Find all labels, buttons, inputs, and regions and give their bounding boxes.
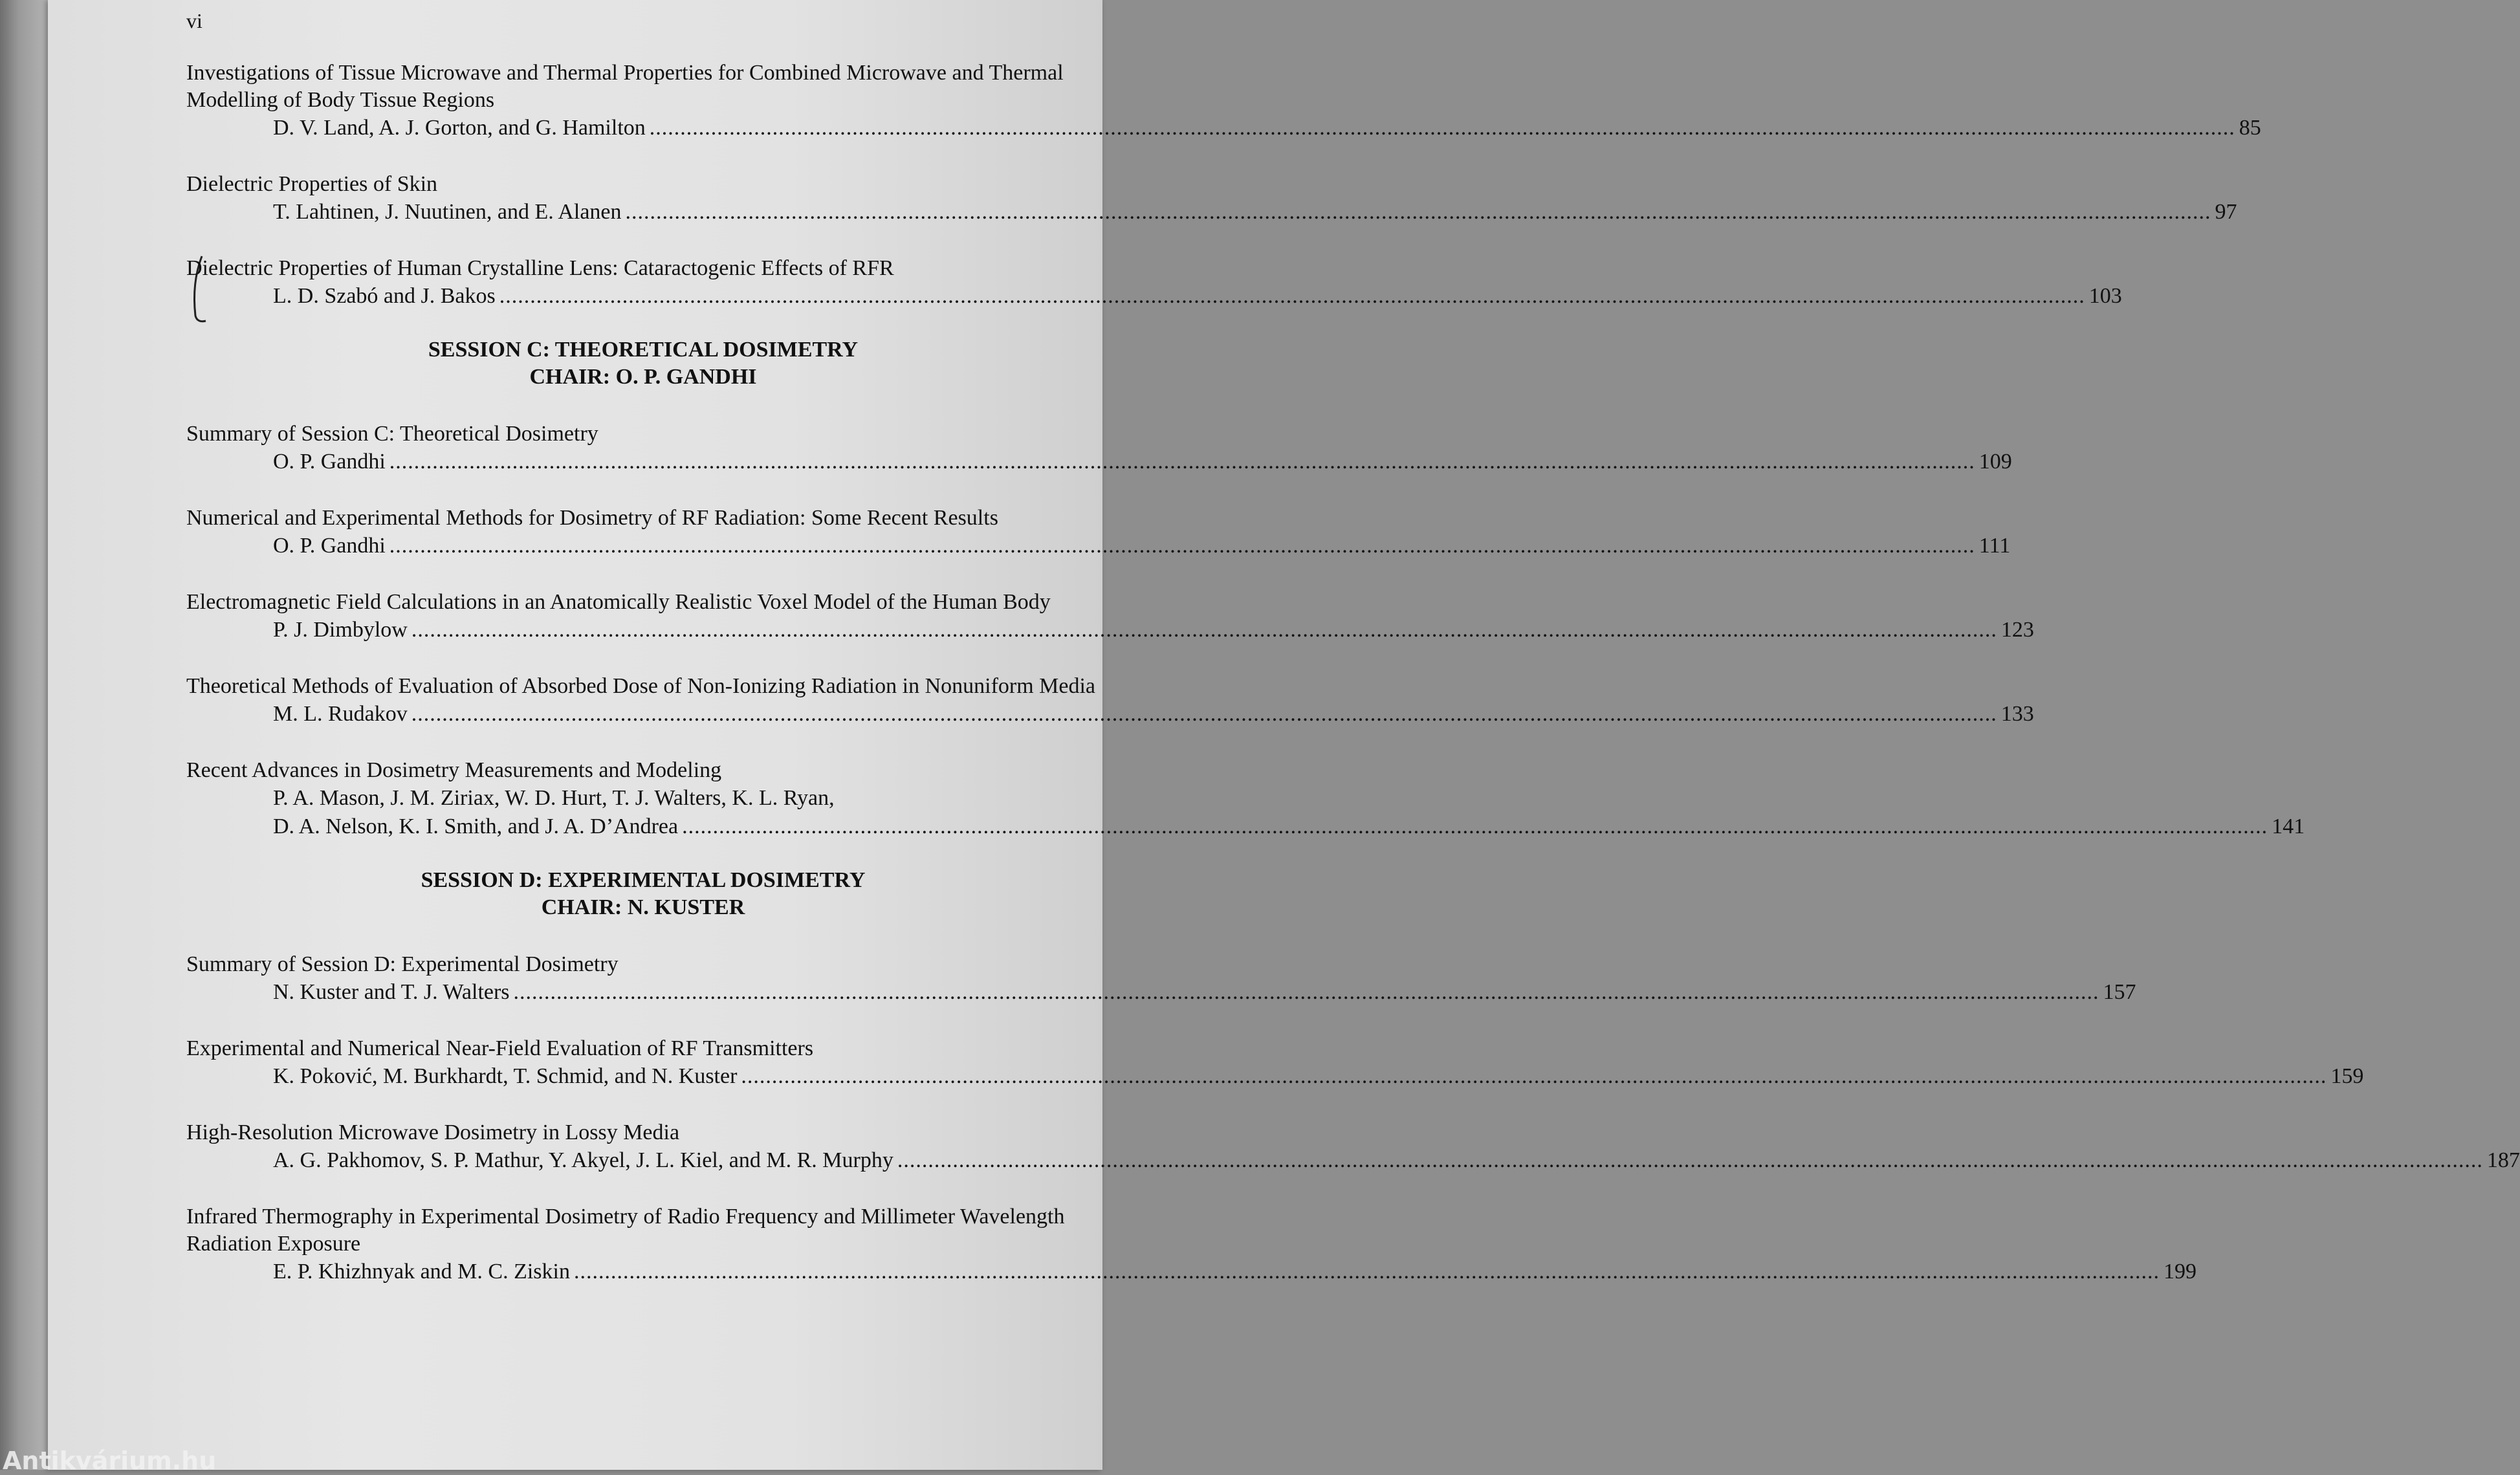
book-page <box>48 0 2520 1470</box>
author-line <box>273 114 2261 142</box>
entry-title: Electromagnetic Field Calculations in an Anatomically Realistic Voxel Model of the Human Body <box>186 590 1051 614</box>
entry-page: 199 <box>2163 1260 2197 1284</box>
book-gutter <box>0 0 48 1470</box>
entry-page: 103 <box>2088 284 2122 308</box>
entry-title: Summary of Session D: Experimental Dosimetry <box>186 952 619 976</box>
entry-authors: P. J. Dimbylow <box>273 618 408 642</box>
toc-entry <box>177 1203 2197 1286</box>
entry-title: Infrared Thermography in Experimental Dosimetry of Radio Frequency and Millimeter Wavelength Radiation Exposure <box>186 1205 1065 1256</box>
toc-entry <box>177 1119 2520 1175</box>
entry-page: 97 <box>2215 200 2237 224</box>
watermark-text: Antikvárium.hu <box>3 1447 217 1475</box>
author-line <box>273 532 2011 560</box>
watermark <box>3 1447 216 1475</box>
leader-dots <box>411 616 1997 644</box>
entry-page: 187 <box>2486 1148 2520 1172</box>
leader-dots <box>389 448 1975 476</box>
entry-title: High-Resolution Microwave Dosimetry in Lossy Media <box>186 1120 680 1144</box>
entry-authors: E. P. Khizhnyak and M. C. Ziskin <box>273 1260 570 1284</box>
session-chair: CHAIR: N. KUSTER <box>541 895 745 919</box>
toc-entry <box>177 589 2034 644</box>
entry-authors: D. V. Land, A. J. Gorton, and G. Hamilton <box>273 116 646 140</box>
entry-authors: M. L. Rudakov <box>273 702 408 726</box>
entry-authors-first-line: P. A. Mason, J. M. Ziriax, W. D. Hurt, T. J. Walters, K. L. Ryan, <box>273 786 835 810</box>
leader-dots <box>626 198 2211 226</box>
author-line <box>273 1258 2197 1286</box>
session-d-heading <box>177 867 1109 921</box>
entry-title: Numerical and Experimental Methods for Dosimetry of RF Radiation: Some Recent Results <box>186 506 998 530</box>
author-line <box>273 813 2305 841</box>
entry-authors: L. D. Szabó and J. Bakos <box>273 284 496 308</box>
entry-authors: K. Poković, M. Burkhardt, T. Schmid, and N. Kuster <box>273 1064 738 1088</box>
leader-dots <box>411 700 1997 728</box>
entry-title: Theoretical Methods of Evaluation of Absorbed Dose of Non-Ionizing Radiation in Nonuniform Media <box>186 674 1096 698</box>
author-line <box>273 282 2122 311</box>
entry-page: 159 <box>2330 1064 2364 1088</box>
session-c-heading <box>177 336 1109 391</box>
author-line <box>273 198 2237 226</box>
entry-authors: O. P. Gandhi <box>273 450 386 474</box>
leader-dots <box>741 1062 2327 1091</box>
entry-page: 157 <box>2103 980 2136 1004</box>
entry-title: Investigations of Tissue Microwave and Thermal Properties for Combined Microwave and Thermal Modelling of Body Tissue Regions <box>186 61 1064 112</box>
leader-dots <box>897 1146 2483 1175</box>
author-line <box>273 448 2012 476</box>
session-title: SESSION C: THEORETICAL DOSIMETRY <box>428 338 859 362</box>
entry-title: Dielectric Properties of Skin <box>186 172 438 196</box>
toc-entry <box>177 1035 2364 1091</box>
session-chair: CHAIR: O. P. GANDHI <box>529 365 757 389</box>
author-line <box>273 700 2034 728</box>
entry-title: Recent Advances in Dosimetry Measurements and Modeling <box>186 758 722 782</box>
entry-title: Experimental and Numerical Near-Field Evaluation of RF Transmitters <box>186 1036 814 1060</box>
toc-entry <box>177 757 2305 841</box>
author-line <box>273 616 2034 644</box>
leader-dots <box>389 532 1975 560</box>
toc-entry <box>177 505 2011 560</box>
author-line <box>273 978 2136 1007</box>
entry-title: Dielectric Properties of Human Crystalline Lens: Cataractogenic Effects of RFR <box>186 256 894 280</box>
toc-entry <box>177 60 2261 142</box>
toc-entry <box>177 171 2237 226</box>
author-line <box>273 1146 2520 1175</box>
entry-page: 141 <box>2272 814 2305 838</box>
toc-entry <box>177 255 2122 311</box>
entry-authors: A. G. Pakhomov, S. P. Mathur, Y. Akyel, J. L. Kiel, and M. R. Murphy <box>273 1148 893 1172</box>
entry-title: Summary of Session C: Theoretical Dosimetry <box>186 422 598 446</box>
entry-authors: N. Kuster and T. J. Walters <box>273 980 510 1004</box>
entry-page: 111 <box>1978 534 2011 558</box>
leader-dots <box>574 1258 2160 1286</box>
entry-page: 85 <box>2239 116 2261 140</box>
entry-page: 133 <box>2000 702 2034 726</box>
table-of-contents <box>177 60 2520 1315</box>
entry-page: 123 <box>2000 618 2034 642</box>
leader-dots <box>682 813 2268 841</box>
toc-entry <box>177 421 2012 476</box>
toc-entry <box>177 673 2034 728</box>
author-line <box>273 1062 2364 1091</box>
leader-dots <box>514 978 2099 1007</box>
toc-entry <box>177 951 2136 1007</box>
entry-authors: O. P. Gandhi <box>273 534 386 558</box>
entry-authors: T. Lahtinen, J. Nuutinen, and E. Alanen <box>273 200 622 224</box>
entry-page: 109 <box>1978 450 2012 474</box>
leader-dots <box>499 282 2085 311</box>
session-title: SESSION D: EXPERIMENTAL DOSIMETRY <box>421 868 866 892</box>
entry-authors: D. A. Nelson, K. I. Smith, and J. A. D’Andrea <box>273 814 679 838</box>
page-number: vi <box>186 9 203 32</box>
leader-dots <box>650 114 2235 142</box>
